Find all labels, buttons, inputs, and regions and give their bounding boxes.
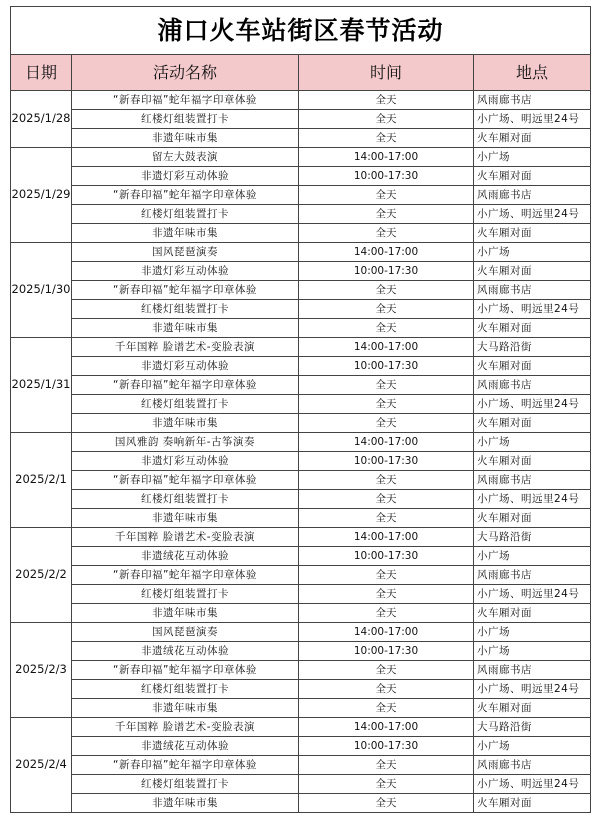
table-row bbox=[11, 91, 591, 110]
event-name-cell: 非遗年味市集 bbox=[72, 224, 299, 243]
event-name-cell: 非遗灯彩互动体验 bbox=[72, 452, 299, 471]
location-cell: 小广场 bbox=[474, 433, 591, 452]
location-cell: 风雨廊书店 bbox=[474, 376, 591, 395]
location-cell: 风雨廊书店 bbox=[474, 566, 591, 585]
location-cell: 火车厢对面 bbox=[474, 224, 591, 243]
event-name-cell: “新春印福”蛇年福字印章体验 bbox=[72, 756, 299, 775]
event-name-cell: 千年国粹 脸谱艺术-变脸表演 bbox=[72, 338, 299, 357]
event-name-cell: 非遗灯彩互动体验 bbox=[72, 357, 299, 376]
location-cell: 风雨廊书店 bbox=[474, 91, 591, 110]
event-name-cell: 红楼灯组装置打卡 bbox=[72, 300, 299, 319]
event-name-cell: “新春印福”蛇年福字印章体验 bbox=[72, 661, 299, 680]
location-cell: 风雨廊书店 bbox=[474, 471, 591, 490]
location-cell: 火车厢对面 bbox=[474, 414, 591, 433]
event-name-cell: 非遗年味市集 bbox=[72, 794, 299, 813]
table-row bbox=[11, 699, 591, 718]
location-cell: 风雨廊书店 bbox=[474, 661, 591, 680]
event-name-cell: 非遗年味市集 bbox=[72, 129, 299, 148]
event-name-cell: “新春印福”蛇年福字印章体验 bbox=[72, 281, 299, 300]
schedule-table bbox=[10, 6, 591, 813]
time-cell: 10:00-17:30 bbox=[299, 642, 474, 661]
time-cell: 全天 bbox=[299, 129, 474, 148]
table-row bbox=[11, 547, 591, 566]
location-cell: 小广场、明远里24号 bbox=[474, 395, 591, 414]
table-row bbox=[11, 642, 591, 661]
time-cell: 全天 bbox=[299, 319, 474, 338]
location-cell: 小广场 bbox=[474, 547, 591, 566]
event-name-cell: 非遗年味市集 bbox=[72, 414, 299, 433]
event-name-cell: “新春印福”蛇年福字印章体验 bbox=[72, 471, 299, 490]
event-name-cell: 非遗绒花互动体验 bbox=[72, 547, 299, 566]
time-cell: 全天 bbox=[299, 471, 474, 490]
time-cell: 14:00-17:00 bbox=[299, 148, 474, 167]
time-cell: 全天 bbox=[299, 756, 474, 775]
time-cell: 全天 bbox=[299, 205, 474, 224]
time-cell: 14:00-17:00 bbox=[299, 528, 474, 547]
page-title: 浦口火车站街区春节活动 bbox=[11, 7, 591, 55]
location-cell: 小广场 bbox=[474, 148, 591, 167]
location-cell: 火车厢对面 bbox=[474, 699, 591, 718]
time-cell: 全天 bbox=[299, 661, 474, 680]
location-cell: 小广场、明远里24号 bbox=[474, 300, 591, 319]
location-cell: 小广场、明远里24号 bbox=[474, 680, 591, 699]
time-cell: 全天 bbox=[299, 585, 474, 604]
time-cell: 全天 bbox=[299, 281, 474, 300]
date-cell: 2025/2/4 bbox=[11, 718, 72, 813]
time-cell: 全天 bbox=[299, 490, 474, 509]
time-cell: 全天 bbox=[299, 699, 474, 718]
header-event-name: 活动名称 bbox=[72, 55, 299, 91]
location-cell: 小广场、明远里24号 bbox=[474, 110, 591, 129]
location-cell: 大马路沿街 bbox=[474, 528, 591, 547]
table-row bbox=[11, 414, 591, 433]
time-cell: 10:00-17:30 bbox=[299, 452, 474, 471]
time-cell: 10:00-17:30 bbox=[299, 737, 474, 756]
time-cell: 10:00-17:30 bbox=[299, 357, 474, 376]
date-cell: 2025/2/3 bbox=[11, 623, 72, 718]
table-row bbox=[11, 661, 591, 680]
table-row bbox=[11, 452, 591, 471]
time-cell: 全天 bbox=[299, 376, 474, 395]
location-cell: 大马路沿街 bbox=[474, 718, 591, 737]
location-cell: 风雨廊书店 bbox=[474, 756, 591, 775]
schedule-body bbox=[11, 91, 591, 813]
event-name-cell: 国风琵琶演奏 bbox=[72, 243, 299, 262]
table-row bbox=[11, 243, 591, 262]
table-row bbox=[11, 471, 591, 490]
table-row bbox=[11, 262, 591, 281]
table-row bbox=[11, 281, 591, 300]
time-cell: 全天 bbox=[299, 680, 474, 699]
event-name-cell: 千年国粹 脸谱艺术-变脸表演 bbox=[72, 528, 299, 547]
date-cell: 2025/1/30 bbox=[11, 243, 72, 338]
event-name-cell: 留左大鼓表演 bbox=[72, 148, 299, 167]
location-cell: 小广场 bbox=[474, 243, 591, 262]
location-cell: 小广场、明远里24号 bbox=[474, 205, 591, 224]
event-name-cell: “新春印福”蛇年福字印章体验 bbox=[72, 186, 299, 205]
table-row bbox=[11, 756, 591, 775]
table-row bbox=[11, 319, 591, 338]
date-cell: 2025/2/2 bbox=[11, 528, 72, 623]
header-row bbox=[11, 55, 591, 91]
table-row bbox=[11, 737, 591, 756]
table-row bbox=[11, 528, 591, 547]
table-row bbox=[11, 566, 591, 585]
table-row bbox=[11, 205, 591, 224]
time-cell: 全天 bbox=[299, 509, 474, 528]
table-row bbox=[11, 509, 591, 528]
event-name-cell: “新春印福”蛇年福字印章体验 bbox=[72, 566, 299, 585]
event-name-cell: 千年国粹 脸谱艺术-变脸表演 bbox=[72, 718, 299, 737]
table-row bbox=[11, 604, 591, 623]
time-cell: 14:00-17:00 bbox=[299, 243, 474, 262]
event-name-cell: 非遗年味市集 bbox=[72, 699, 299, 718]
table-row bbox=[11, 110, 591, 129]
table-row bbox=[11, 395, 591, 414]
location-cell: 火车厢对面 bbox=[474, 319, 591, 338]
time-cell: 10:00-17:30 bbox=[299, 262, 474, 281]
time-cell: 全天 bbox=[299, 91, 474, 110]
date-cell: 2025/2/1 bbox=[11, 433, 72, 528]
time-cell: 全天 bbox=[299, 775, 474, 794]
time-cell: 14:00-17:00 bbox=[299, 623, 474, 642]
header-date: 日期 bbox=[11, 55, 72, 91]
table-row bbox=[11, 224, 591, 243]
time-cell: 全天 bbox=[299, 604, 474, 623]
event-name-cell: 国风琵琶演奏 bbox=[72, 623, 299, 642]
schedule-sheet bbox=[10, 6, 590, 813]
event-name-cell: 红楼灯组装置打卡 bbox=[72, 585, 299, 604]
event-name-cell: 非遗年味市集 bbox=[72, 604, 299, 623]
location-cell: 火车厢对面 bbox=[474, 167, 591, 186]
location-cell: 小广场 bbox=[474, 642, 591, 661]
event-name-cell: 非遗灯彩互动体验 bbox=[72, 262, 299, 281]
table-row bbox=[11, 376, 591, 395]
event-name-cell: 非遗年味市集 bbox=[72, 319, 299, 338]
table-row bbox=[11, 623, 591, 642]
location-cell: 小广场 bbox=[474, 623, 591, 642]
location-cell: 火车厢对面 bbox=[474, 452, 591, 471]
time-cell: 全天 bbox=[299, 794, 474, 813]
table-row bbox=[11, 186, 591, 205]
time-cell: 14:00-17:00 bbox=[299, 433, 474, 452]
table-row bbox=[11, 585, 591, 604]
event-name-cell: 红楼灯组装置打卡 bbox=[72, 775, 299, 794]
table-row bbox=[11, 338, 591, 357]
date-cell: 2025/1/31 bbox=[11, 338, 72, 433]
location-cell: 风雨廊书店 bbox=[474, 281, 591, 300]
header-location: 地点 bbox=[474, 55, 591, 91]
time-cell: 全天 bbox=[299, 414, 474, 433]
event-name-cell: 非遗灯彩互动体验 bbox=[72, 167, 299, 186]
location-cell: 火车厢对面 bbox=[474, 357, 591, 376]
location-cell: 火车厢对面 bbox=[474, 509, 591, 528]
date-cell: 2025/1/28 bbox=[11, 91, 72, 148]
time-cell: 全天 bbox=[299, 395, 474, 414]
event-name-cell: 红楼灯组装置打卡 bbox=[72, 110, 299, 129]
time-cell: 全天 bbox=[299, 186, 474, 205]
event-name-cell: 非遗绒花互动体验 bbox=[72, 642, 299, 661]
event-name-cell: 非遗年味市集 bbox=[72, 509, 299, 528]
table-row bbox=[11, 433, 591, 452]
table-row bbox=[11, 775, 591, 794]
table-row bbox=[11, 300, 591, 319]
time-cell: 10:00-17:30 bbox=[299, 547, 474, 566]
table-row bbox=[11, 148, 591, 167]
time-cell: 全天 bbox=[299, 566, 474, 585]
time-cell: 全天 bbox=[299, 110, 474, 129]
event-name-cell: 红楼灯组装置打卡 bbox=[72, 395, 299, 414]
table-row bbox=[11, 680, 591, 699]
table-row bbox=[11, 490, 591, 509]
location-cell: 大马路沿街 bbox=[474, 338, 591, 357]
time-cell: 14:00-17:00 bbox=[299, 338, 474, 357]
table-row bbox=[11, 129, 591, 148]
time-cell: 全天 bbox=[299, 300, 474, 319]
location-cell: 火车厢对面 bbox=[474, 262, 591, 281]
location-cell: 小广场 bbox=[474, 737, 591, 756]
location-cell: 风雨廊书店 bbox=[474, 186, 591, 205]
table-row bbox=[11, 357, 591, 376]
event-name-cell: 非遗绒花互动体验 bbox=[72, 737, 299, 756]
event-name-cell: 红楼灯组装置打卡 bbox=[72, 490, 299, 509]
table-row bbox=[11, 794, 591, 813]
event-name-cell: “新春印福”蛇年福字印章体验 bbox=[72, 91, 299, 110]
header-time: 时间 bbox=[299, 55, 474, 91]
date-cell: 2025/1/29 bbox=[11, 148, 72, 243]
event-name-cell: 红楼灯组装置打卡 bbox=[72, 205, 299, 224]
table-row bbox=[11, 167, 591, 186]
time-cell: 全天 bbox=[299, 224, 474, 243]
location-cell: 火车厢对面 bbox=[474, 794, 591, 813]
time-cell: 14:00-17:00 bbox=[299, 718, 474, 737]
event-name-cell: 国风雅韵 奏响新年-古筝演奏 bbox=[72, 433, 299, 452]
location-cell: 小广场、明远里24号 bbox=[474, 775, 591, 794]
time-cell: 10:00-17:30 bbox=[299, 167, 474, 186]
location-cell: 小广场、明远里24号 bbox=[474, 490, 591, 509]
location-cell: 小广场、明远里24号 bbox=[474, 585, 591, 604]
event-name-cell: 红楼灯组装置打卡 bbox=[72, 680, 299, 699]
location-cell: 火车厢对面 bbox=[474, 129, 591, 148]
event-name-cell: “新春印福”蛇年福字印章体验 bbox=[72, 376, 299, 395]
table-row bbox=[11, 718, 591, 737]
location-cell: 火车厢对面 bbox=[474, 604, 591, 623]
